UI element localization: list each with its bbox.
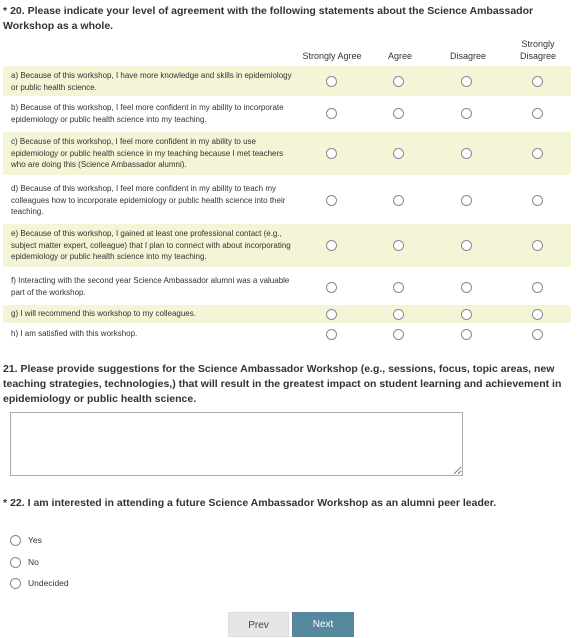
question-22-text: 22. I am interested in attending a future Science Ambassador Workshop as an alumni peer leader.: [10, 497, 497, 509]
matrix-row-c: [3, 132, 571, 175]
statement-g: g) I will recommend this workshop to my colleagues.: [11, 309, 196, 318]
column-disagree: Disagree: [449, 51, 487, 61]
question-21-title: 21. Please provide suggestions for the Science Ambassador Workshop (e.g., sessions, focus, topic areas, new teaching strategies, technologies,) that will result in the greatest impact on student learning and achievement in epidemiology or public health science.: [3, 363, 562, 405]
required-marker: *: [3, 5, 8, 17]
matrix-row-e: [3, 224, 571, 267]
radio-a-agree[interactable]: [393, 76, 404, 87]
radio-g-agree[interactable]: [393, 309, 404, 320]
suggestions-textarea[interactable]: [10, 412, 463, 476]
option-no-label: No: [28, 557, 39, 567]
radio-undecided[interactable]: [10, 578, 21, 589]
radio-b-strongly-agree[interactable]: [326, 108, 337, 119]
radio-e-agree[interactable]: [393, 240, 404, 251]
required-marker: *: [3, 497, 8, 509]
statement-c: c) Because of this workshop, I feel more confident in my ability to use epidemiology or public health science in my teaching because I met teachers who are doing this (Science Ambassador alumni).: [11, 137, 284, 169]
radio-no[interactable]: [10, 557, 21, 568]
option-yes-label: Yes: [28, 535, 42, 545]
column-strongly-agree: Strongly Agree: [302, 51, 362, 61]
radio-e-strongly-disagree[interactable]: [532, 240, 543, 251]
matrix-row-h: [3, 325, 571, 343]
radio-g-strongly-agree[interactable]: [326, 309, 337, 320]
radio-h-strongly-agree[interactable]: [326, 329, 337, 340]
radio-yes[interactable]: [10, 535, 21, 546]
radio-d-disagree[interactable]: [461, 195, 472, 206]
prev-button[interactable]: Prev: [228, 612, 289, 637]
matrix-row-a: [3, 66, 571, 96]
radio-b-agree[interactable]: [393, 108, 404, 119]
radio-c-agree[interactable]: [393, 148, 404, 159]
radio-d-strongly-agree[interactable]: [326, 195, 337, 206]
matrix-row-f: [3, 271, 571, 303]
radio-a-strongly-disagree[interactable]: [532, 76, 543, 87]
radio-e-strongly-agree[interactable]: [326, 240, 337, 251]
radio-f-strongly-agree[interactable]: [326, 282, 337, 293]
radio-c-disagree[interactable]: [461, 148, 472, 159]
radio-e-disagree[interactable]: [461, 240, 472, 251]
radio-c-strongly-disagree[interactable]: [532, 148, 543, 159]
radio-d-agree[interactable]: [393, 195, 404, 206]
matrix-row-b: [3, 98, 571, 128]
radio-g-strongly-disagree[interactable]: [532, 309, 543, 320]
statement-d: d) Because of this workshop, I feel more confident in my ability to teach my colleagues how to incorporate epidemiology or public health science into their teaching.: [11, 184, 286, 216]
radio-h-agree[interactable]: [393, 329, 404, 340]
radio-b-disagree[interactable]: [461, 108, 472, 119]
radio-d-strongly-disagree[interactable]: [532, 195, 543, 206]
question-20-title: [3, 4, 569, 34]
radio-b-strongly-disagree[interactable]: [532, 108, 543, 119]
option-undecided-label: Undecided: [28, 578, 69, 588]
radio-g-disagree[interactable]: [461, 309, 472, 320]
radio-h-disagree[interactable]: [461, 329, 472, 340]
question-20-text: 20. Please indicate your level of agreement with the following statements about the Science Ambassador Workshop as a whole.: [3, 5, 534, 32]
radio-h-strongly-disagree[interactable]: [532, 329, 543, 340]
matrix-row-d: [3, 179, 571, 221]
statement-e: e) Because of this workshop, I gained at least one professional contact (e.g., subject matter expert, colleague) that I plan to connect with about incorporating epidemiology or public health science into my teaching.: [11, 229, 291, 261]
statement-f: f) Interacting with the second year Science Ambassador alumni was a valuable part of the workshop.: [11, 276, 290, 297]
matrix-row-g: [3, 305, 571, 323]
question-22-title: [3, 496, 569, 511]
radio-a-strongly-agree[interactable]: [326, 76, 337, 87]
column-strongly-disagree: Strongly Disagree: [519, 39, 557, 61]
statement-b: b) Because of this workshop, I feel more confident in my ability to incorporate epidemiology or public health science into my teaching.: [11, 103, 284, 124]
radio-a-disagree[interactable]: [461, 76, 472, 87]
column-agree: Agree: [387, 51, 413, 61]
radio-f-agree[interactable]: [393, 282, 404, 293]
statement-h: h) I am satisfied with this workshop.: [11, 329, 138, 338]
next-button[interactable]: Next: [292, 612, 354, 637]
radio-f-disagree[interactable]: [461, 282, 472, 293]
statement-a: a) Because of this workshop, I have more knowledge and skills in epidemiology or public health science.: [11, 71, 292, 92]
radio-f-strongly-disagree[interactable]: [532, 282, 543, 293]
radio-c-strongly-agree[interactable]: [326, 148, 337, 159]
